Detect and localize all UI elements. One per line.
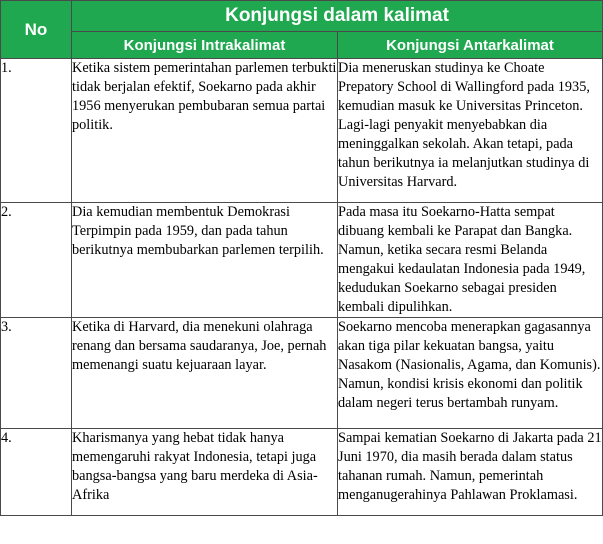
intra-example: Ketika di Harvard, dia menekuni olahraga renang dan bersama saudaranya, Joe, pernah memenangi suatu kejuaraan layar. [72,318,338,429]
antar-example: Dia meneruskan studinya ke Choate Prepatory School di Wallingford pada 1935, kemudian masuk ke Universitas Princeton. Lagi-lagi penyakit menyebabkan dia meninggalkan sekolah. Akan tetapi, pada tahun berikutnya ia melanjutkan studinya di Universitas Harvard. [338,59,603,203]
row-number: 4. [1,429,72,516]
table-row [1,59,603,203]
header-row-sub [1,32,603,59]
row-number: 2. [1,203,72,318]
row-number: 3. [1,318,72,429]
intra-example: Kharismanya yang hebat tidak hanya memengaruhi rakyat Indonesia, tetapi juga bangsa-bangsa yang baru merdeka di Asia-Afrika [72,429,338,516]
header-no: No [1,1,72,59]
antar-example: Pada masa itu Soekarno-Hatta sempat dibuang kembali ke Parapat dan Bangka. Namun, ketika secara resmi Belanda mengakui kedaulatan Indonesia pada 1949, kedudukan Soekarno sebagai presiden kembali dipulihkan. [338,203,603,318]
row-number: 1. [1,59,72,203]
antar-example: Soekarno mencoba menerapkan gagasannya akan tiga pilar kekuatan bangsa, yaitu Nasakom (Nasionalis, Agama, dan Komunis). Namun, kondisi krisis ekonomi dan politik dalam negeri terus bertambah runyam. [338,318,603,429]
table-row [1,429,603,516]
table-row [1,203,603,318]
antar-example: Sampai kematian Soekarno di Jakarta pada 21 Juni 1970, dia masih berada dalam status tahanan rumah. Namun, pemerintah menganugerahinya Pahlawan Proklamasi. [338,429,603,516]
table-row [1,318,603,429]
header-row-main [1,1,603,32]
header-antar: Konjungsi Antarkalimat [338,32,603,59]
intra-example: Dia kemudian membentuk Demokrasi Terpimpin pada 1959, dan pada tahun berikutnya membubarkan parlemen terpilih. [72,203,338,318]
intra-example: Ketika sistem pemerintahan parlemen terbukti tidak berjalan efektif, Soekarno pada akhir 1956 menyerukan pembubaran semua partai politik. [72,59,338,203]
header-intra: Konjungsi Intrakalimat [72,32,338,59]
header-title: Konjungsi dalam kalimat [72,1,603,32]
